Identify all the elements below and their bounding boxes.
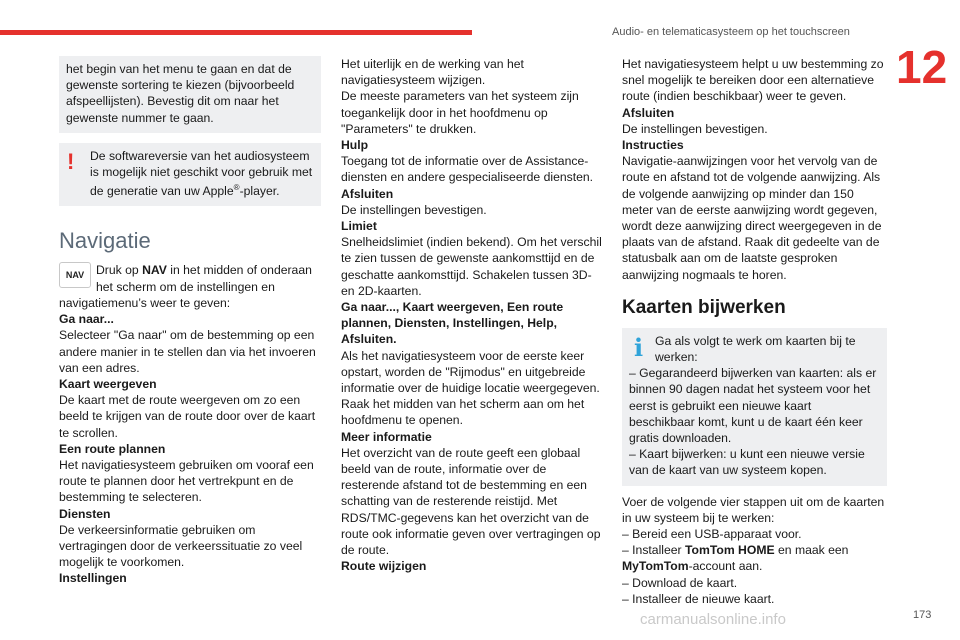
nav-button-icon: NAV	[59, 262, 91, 288]
warning-text-end: -player.	[239, 184, 280, 199]
step-2-mytomtom: MyTomTom	[622, 559, 689, 574]
item-title-close-2: Afsluiten	[622, 105, 675, 120]
info-box	[622, 328, 887, 486]
settings-text-2: De meeste parameters van het systeem zijn toegankelijk door in het hoofdmenu op "Parameters" te drukken.	[341, 89, 579, 136]
step-1: – Bereid een USB-apparaat voor.	[622, 527, 802, 542]
info-i-icon: i	[634, 332, 644, 362]
warning-text-main: De softwareversie van het audiosysteem is mogelijk niet geschikt voor gebruik met de generatie van uw Apple	[90, 148, 313, 199]
item-text-close: De instellingen bevestigen.	[341, 202, 487, 217]
step-2-mid: en maak een	[774, 543, 849, 558]
step-4: – Installeer de nieuwe kaart.	[622, 591, 775, 606]
step-2	[622, 542, 887, 574]
continued-note-box	[59, 56, 321, 133]
item-text-instructions: Navigatie-aanwijzingen voor het vervolg van de route en afstand tot de volgende aanwijzing. Als de volgende aanwijzing op minder dan 150 meter van de eerste aanwijzing wordt gegeven, wordt deze aanwijzing direct weergegeven in de plaats van de afstand. Raak dit gedeelte van de statusbalk aan om de laatste gesproken aanwijzing nogmaals te horen.	[622, 154, 882, 282]
step-2-pre: – Installeer	[622, 543, 686, 558]
column-1	[59, 56, 321, 587]
settings-text-1: Het uiterlijk en de werking van het navigatiesysteem wijzigen.	[341, 57, 524, 88]
item-title-change-route: Route wijzigen	[341, 559, 427, 574]
item-title-more-info: Meer informatie	[341, 429, 432, 444]
item-text-show-map: De kaart met de route weergeven om zo een beeld te krijgen van de route door over de kaart te scrollen.	[59, 393, 316, 440]
item-text-services: De verkeersinformatie gebruiken om vertragingen door de verkeerssituatie zo veel mogelijk te voorkomen.	[59, 522, 303, 570]
item-text-help: Toegang tot de informatie over de Assistance-diensten en andere gespecialiseerde diensten.	[341, 154, 594, 185]
item-title-close: Afsluiten	[341, 186, 394, 201]
step-3: – Download de kaart.	[622, 575, 738, 590]
item-title-services: Diensten	[59, 506, 111, 521]
item-title-instructions: Instructies	[622, 138, 684, 153]
step-2-post: -account aan.	[688, 559, 763, 574]
item-text-more-info: Het overzicht van de route geeft een globaal beeld van de route, informatie over de resterende afstand tot de bestemming en een schatting van de resterende reistijd. Met RDS/TMC-gegevens kan het overzicht van de route ook informatie geven over vertragingen op de route.	[341, 445, 601, 558]
warning-box	[59, 143, 321, 207]
item-title-settings: Instellingen	[59, 571, 127, 586]
section-title: Audio- en telematicasysteem op het touchscreen	[612, 26, 850, 38]
item-text-plan-route: Het navigatiesysteem gebruiken om vooraf een route te plannen door het vertrekpunt en de bestemming te selecteren.	[59, 457, 314, 505]
item-title-show-map: Kaart weergeven	[59, 376, 157, 391]
page-number: 173	[913, 609, 932, 621]
item-title-help: Hulp	[341, 138, 369, 153]
item-title-limit: Limiet	[341, 219, 377, 234]
watermark: carmanualsonline.info	[640, 611, 786, 628]
info-bullet-2: – Kaart bijwerken: u kunt een nieuwe versie van de kaart van uw systeem kopen.	[629, 447, 865, 478]
item-text-limit: Snelheidslimiet (indien bekend). Om het verschil te zien tussen de gewenste aankomsttijd en de geschatte aankomsttijd. Schakelen tussen 3D- en 2D-kaarten.	[341, 235, 602, 298]
item-title-menu-list: Ga naar..., Kaart weergeven, Een route plannen, Diensten, Instellingen, Help, Afsluiten.	[341, 300, 564, 347]
info-intro: Ga als volgt te werk om kaarten bij te werken:	[655, 333, 856, 365]
navigation-intro	[59, 262, 321, 311]
continued-note-text: het begin van het menu te gaan en dat de gewenste sortering te kiezen (bijvoorbeeld afspeellijsten). Bevestig dit om naar het gewenste nummer te gaan.	[66, 62, 295, 125]
header-accent-bar	[0, 30, 472, 35]
item-text-goto: Selecteer "Ga naar" om de bestemming op een andere manier in te stellen dan via het invoeren van een adres.	[59, 328, 316, 375]
intro-nav-bold: NAV	[142, 263, 167, 278]
warning-text	[66, 148, 314, 200]
column-2	[341, 56, 603, 575]
info-bullet-1: – Gegarandeerd bijwerken van kaarten: als er binnen 90 dagen nadat het systeem voor het eerst is gebruikt een nieuwe kaart beschikbaar komt, kunt u de kaart één keer gratis downloaden.	[629, 366, 877, 446]
item-text-close-2: De instellingen bevestigen.	[622, 121, 768, 136]
chapter-number: 12	[896, 41, 948, 93]
registered-mark: ®	[233, 183, 240, 193]
intro-post: in het midden of onderaan het scherm om de instellingen en navigatiemenu’s weer te geven:	[59, 263, 312, 310]
step-2-tomtom-home: TomTom HOME	[685, 543, 775, 558]
navigation-intro-text	[59, 262, 321, 311]
item-title-goto: Ga naar...	[59, 312, 114, 327]
item-title-plan-route: Een route plannen	[59, 441, 166, 456]
steps-intro: Voer de volgende vier stappen uit om de kaarten in uw systeem bij te werken:	[622, 494, 885, 525]
item-text-menu-list: Als het navigatiesysteem voor de eerste keer opstart, worden de "Rijmodus" en uitgebreide informatie over de huidige locatie weergegeven. Raak het midden van het scherm aan om het hoofdmenu te openen.	[341, 348, 600, 428]
change-route-text: Het navigatiesysteem helpt u uw bestemming zo snel mogelijk te bereiken door een alternatieve route (indien beschikbaar) weer te geven.	[622, 57, 884, 104]
update-maps-heading: Kaarten bijwerken	[622, 296, 786, 318]
warning-exclamation-icon: !	[67, 148, 75, 174]
navigation-heading: Navigatie	[59, 228, 151, 254]
intro-pre: Druk op	[96, 263, 143, 278]
column-3	[622, 56, 887, 607]
